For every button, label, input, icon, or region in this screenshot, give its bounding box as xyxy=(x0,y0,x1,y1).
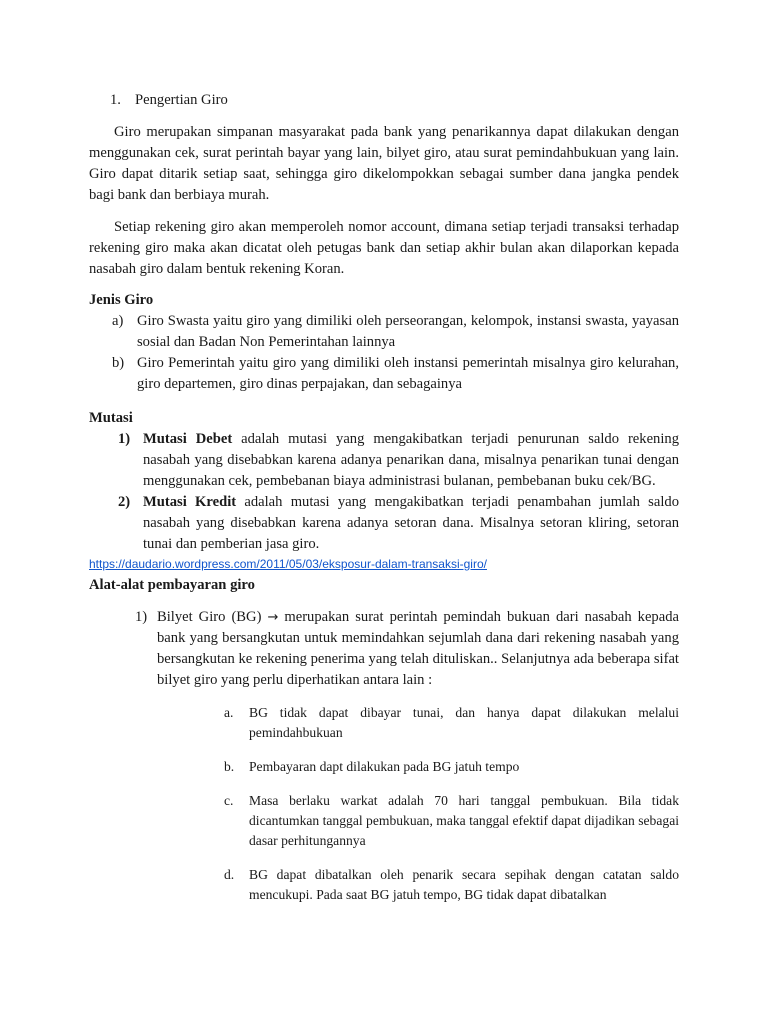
list-item xyxy=(118,429,679,492)
jenis-giro-list xyxy=(89,311,679,395)
term-mutasi-debet: Mutasi Debet xyxy=(143,431,233,447)
sifat-bilyet-giro-list xyxy=(224,703,679,905)
list-marker: 1) xyxy=(118,431,131,447)
list-marker: c. xyxy=(224,793,234,808)
section-title xyxy=(110,90,679,111)
list-text: Pembayaran dapt dilakukan pada BG jatuh tempo xyxy=(249,759,520,774)
list-item xyxy=(224,865,679,905)
list-item xyxy=(224,703,679,743)
list-item xyxy=(118,492,679,555)
list-text: Masa berlaku warkat adalah 70 hari tanggal pembukuan. Bila tidak dicantumkan tanggal pembukuan, maka tanggal efektif dapat dijadikan sebagai dasar perhitungannya xyxy=(249,793,679,848)
definition-text: adalah mutasi yang mengakibatkan terjadi penurunan saldo rekening nasabah yang disebabkan karena adanya penarikan dana, misalnya penarikan tunai dengan menggunakan cek, pembebanan biaya administrasi bulanan, pembebanan buku cek/BG. xyxy=(143,431,679,489)
list-item xyxy=(224,757,679,777)
heading-jenis-giro: Jenis Giro xyxy=(89,292,154,308)
paragraph-definition: Giro merupakan simpanan masyarakat pada bank yang penarikannya dapat dilakukan dengan menggunakan cek, surat perintah bayar yang lain, bilyet giro, atau surat pemindahbukuan yang lain. Giro dapat ditarik setiap saat, sehingga giro dikelompokkan sebagai sumber dana jangka pendek bagi bank dan berbiaya murah. xyxy=(89,124,679,203)
heading-mutasi: Mutasi xyxy=(89,410,133,426)
list-text: Giro Pemerintah yaitu giro yang dimiliki oleh instansi pemerintah misalnya giro kelurahan, giro departemen, giro dinas perpajakan, dan sebagainya xyxy=(137,355,679,392)
list-item xyxy=(112,353,679,395)
list-text: Giro Swasta yaitu giro yang dimiliki oleh perseorangan, kelompok, instansi swasta, yayasan sosial dan Badan Non Pemerintahan lainnya xyxy=(137,313,679,350)
arrow-right-icon: → xyxy=(267,610,279,625)
list-marker: b. xyxy=(224,759,235,774)
list-item xyxy=(224,791,679,851)
list-text xyxy=(157,607,679,691)
list-marker: 1) xyxy=(135,609,148,625)
list-marker: a) xyxy=(112,313,124,329)
list-text: BG dapat dibatalkan oleh penarik secara sepihak dengan catatan saldo mencukupi. Pada saat BG jatuh tempo, BG tidak dapat dibatalkan xyxy=(249,867,679,902)
section-title-text: Pengertian Giro xyxy=(135,92,228,108)
bilyet-giro-item xyxy=(135,607,679,691)
list-item xyxy=(112,311,679,353)
list-marker: a. xyxy=(224,705,234,720)
list-marker: d. xyxy=(224,867,235,882)
paragraph-account: Setiap rekening giro akan memperoleh nomor account, dimana setiap terjadi transaksi terhadap rekening giro maka akan dicatat oleh petugas bank dan setiap akhir bulan akan dilaporkan kepada nasabah giro dalam bentuk rekening Koran. xyxy=(89,219,679,277)
section-number: 1. xyxy=(110,92,121,108)
heading-alat-pembayaran: Alat-alat pembayaran giro xyxy=(89,577,255,593)
list-marker: 2) xyxy=(118,494,131,510)
mutasi-list xyxy=(89,429,679,555)
bilyet-giro-text: merupakan surat perintah pemindah bukuan dari nasabah kepada bank yang bersangkutan untuk memindahkan sejumlah dana dari rekening nasabah yang bersangkutan ke rekening penerima yang telah dituliskan.. Selanjutnya ada beberapa sifat bilyet giro yang perlu diperhatikan antara lain : xyxy=(157,609,679,688)
source-link[interactable]: https://daudario.wordpress.com/2011/05/03/eksposur-dalam-transaksi-giro/ xyxy=(89,557,487,571)
list-text xyxy=(143,492,679,555)
document-page xyxy=(89,90,679,919)
term-mutasi-kredit: Mutasi Kredit xyxy=(143,494,237,510)
list-text: BG tidak dapat dibayar tunai, dan hanya dapat dilakukan melalui pemindahbukuan xyxy=(249,705,679,740)
bilyet-giro-lead: Bilyet Giro (BG) xyxy=(157,609,268,625)
list-marker: b) xyxy=(112,355,125,371)
definition-text: adalah mutasi yang mengakibatkan terjadi penambahan jumlah saldo nasabah yang disebabkan karena adanya setoran dana. Misalnya setoran kliring, setoran tunai dan pemberian jasa giro. xyxy=(143,494,679,552)
list-text xyxy=(143,429,679,492)
